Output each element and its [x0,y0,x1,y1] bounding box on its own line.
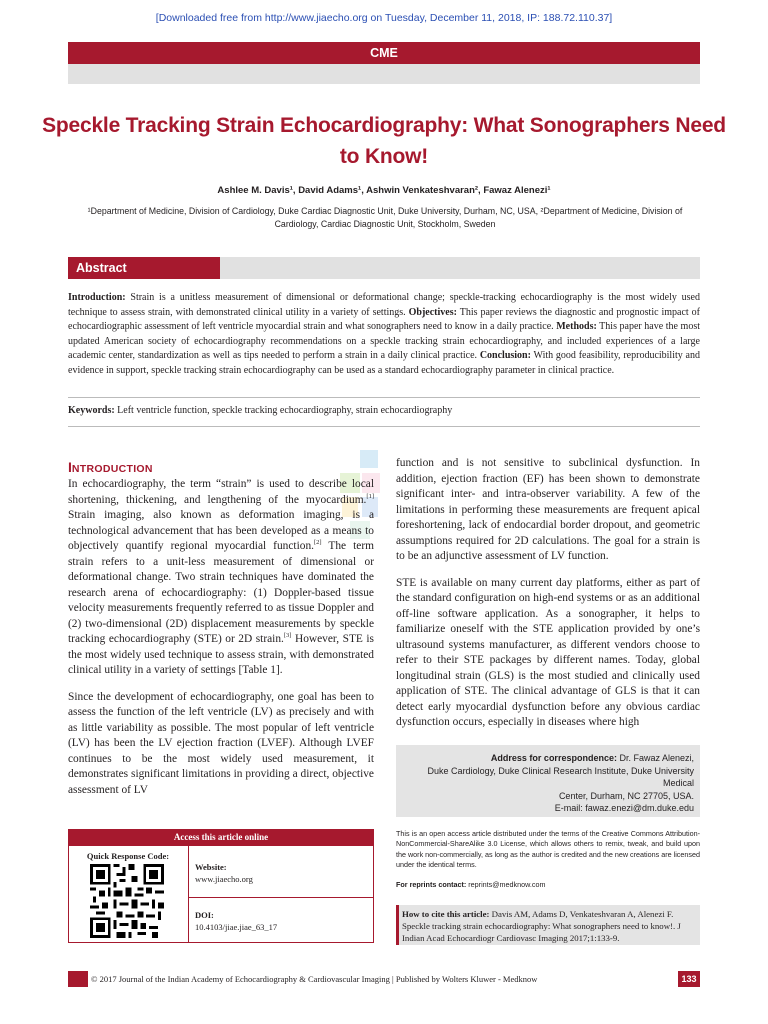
divider [68,397,700,398]
correspondence-name: Dr. Fawaz Alenezi, [616,753,694,763]
introduction-heading [68,459,153,475]
website-link[interactable]: www.jiaecho.org [195,874,253,884]
abstract-intro-text: Strain is a unitless measurement of dimensional or deformational change; speckle-tracking echocardiography is the most widely used technique to assess strain, with demonstrated clinical utility in a variety of settings. [68,292,700,318]
doi-label: DOI: [195,910,214,920]
section-band [68,64,700,84]
cite-label: How to cite this article: [402,909,490,919]
abstract-band [220,257,700,279]
correspondence-email[interactable]: E-mail: fawaz.enezi@dm.duke.edu [554,803,694,814]
reprints-email[interactable]: reprints@medknow.com [466,880,546,889]
paragraph: STE is available on many current day platforms, either as part of the standard configuration on high-end systems or as an additional off-line software application. As a sonographer, it helps to familiarize oneself with the STE application provided by one’s ultrasound systems manufacturer, as different vendors choose to refer to their STE packages by different names. Today, global longitudinal strain (GLS) is the most studied and clinically used application of STE. The clinical advantage of GLS is that it can detect early myocardial dysfunction before any obvious cardiac dysfunction occurs, especially in diseases where high [396,576,700,728]
abstract-intro-label: Introduction: [68,292,126,303]
abstract-conclusion-label: Conclusion: [479,350,531,362]
cite-text [402,908,696,944]
correspondence-label: Address for correspondence: [490,753,617,763]
license-text: This is an open access article distributed under the terms of the Creative Commons Attribution-NonCommercial-ShareAlike 3.0 License, which allows others to remix, tweak, and build upon the work non-commercially, as long as the author is credited and the new creations are licensed under the identical terms. [396,829,700,870]
download-notice: [Downloaded free from http://www.jiaecho.org on Tuesday, December 11, 2018, IP: 188.72.110.37] [155,12,613,24]
introduction-heading-initial: I [68,459,72,475]
website-label: Website: [195,862,227,872]
introduction-heading-rest: NTRODUCTION [71,463,153,475]
qr-label: Quick Response Code: [86,851,170,861]
correspondence-text [402,752,694,815]
cite-body: Davis AM, Adams D, Venkateshvaran A, Alenezi F. Speckle tracking strain echocardiography: What sonographers need to know!. J Indian Acad Echocardiogr Cardiovasc Imaging 2017;1:133-9. [402,909,681,943]
access-divider [188,846,189,943]
doi-link[interactable]: 10.4103/jiae.jiae_63_17 [195,922,278,932]
qr-code-icon[interactable] [90,864,164,938]
article-title: Speckle Tracking Strain Echocardiography: What Sonographers Need to Know! [42,114,726,168]
correspondence-line1: Duke Cardiology, Duke Clinical Research Institute, Duke University Medical [427,765,694,789]
section-label: CME [68,42,700,64]
abstract-body [68,291,700,379]
column-right [396,456,700,731]
footer-text: © 2017 Journal of the Indian Academy of Echocardiography & Cardiovascular Imaging | Published by Wolters Kluwer - Medknow [88,971,678,987]
divider [68,426,700,427]
page-number: 133 [681,974,697,984]
affiliations: ¹Department of Medicine, Division of Cardiology, Duke Cardiac Diagnostic Unit, Duke University, Durham, NC, USA, ²Department of Medicine, Division of Cardiology, Cardiac Diagnostic Unit, Stockholm, Sweden [87,206,683,229]
abstract-objectives-text: This paper reviews the diagnostic and prognostic impact of echocardiographic assessment of left ventricle myocardial strain and what sonographers need to know in a daily practice. [68,306,701,333]
abstract-methods-label: Methods: [556,321,597,333]
paragraph: Since the development of echocardiography, one goal has been to assess the function of the left ventricle (LV) as precisely and with as little variability as possible. The most popular of left ventricle (LV) has been the LV ejection fraction (LVEF). Although LVEF continues to be the most widely used measurement, it demonstrates significant limitations in providing a direct, objective assessment of LV [68,690,374,796]
column-left [68,477,374,798]
abstract-methods-text: This paper have the most updated American society of echocardiography recommendations on a speckle tracking strain echocardiography, and included experiences of a large academic center, standardization as well as tips needed to perform a strain in a daily clinical practice. [68,321,700,362]
keywords-text: Left ventricle function, speckle tracking echocardiography, strain echocardiography [114,405,453,416]
paragraph: function and is not sensitive to subclinical dysfunction. In addition, ejection fraction (EF) has been shown to demonstrate significant inter- and intra-observer variability. A few of the limitations in performing these measurements are frequent apical foreshortening, lack of endocardial border dropout, and geometric assumptions required for 2D calculations. The goal for a strain is to be an adjunctive assessment of LV function. [396,457,700,562]
abstract-objectives-label: Objectives: [408,306,457,318]
authors: Ashlee M. Davis¹, David Adams¹, Ashwin Venkateshvaran², Fawaz Alenezi¹ [217,185,551,196]
access-heading: Access this article online [68,829,374,846]
reprints [396,880,700,889]
reprints-label: For reprints contact: [396,880,467,889]
abstract-conclusion-text: With good feasibility, reproducibility and evidence in support, speckle tracking strain echocardiography can be used as a standard echocardiography parameter in clinical practice. [68,350,700,376]
access-divider [188,897,374,898]
keywords [68,404,700,418]
keywords-label: Keywords: [68,405,115,416]
paragraph: In echocardiography, the term “strain” is used to describe local shortening, thickening, and lengthening of the myocardium.[1] Strain imaging, also known as deformation imaging, is a technological advancement that has been developed as a means to objectively quantify regional myocardial function.[2] The term strain refers to a unit-less measurement of dimensional or deformational change. Two strain techniques have dominated the research arena of echocardiography: (1) Doppler-based tissue velocity measurements frequently referred to as tissue Doppler and (2) two-dimensional (2D) displacement measurements by speckle tracking echocardiography (STE) or 2D strain.[3] However, STE is the most widely used technique to assess strain, with demonstrated clinical utility in a variety of settings [Table 1]. [68,478,374,676]
abstract-heading: Abstract [68,257,220,279]
correspondence-line2: Center, Durham, NC 27705, USA. [558,790,694,801]
